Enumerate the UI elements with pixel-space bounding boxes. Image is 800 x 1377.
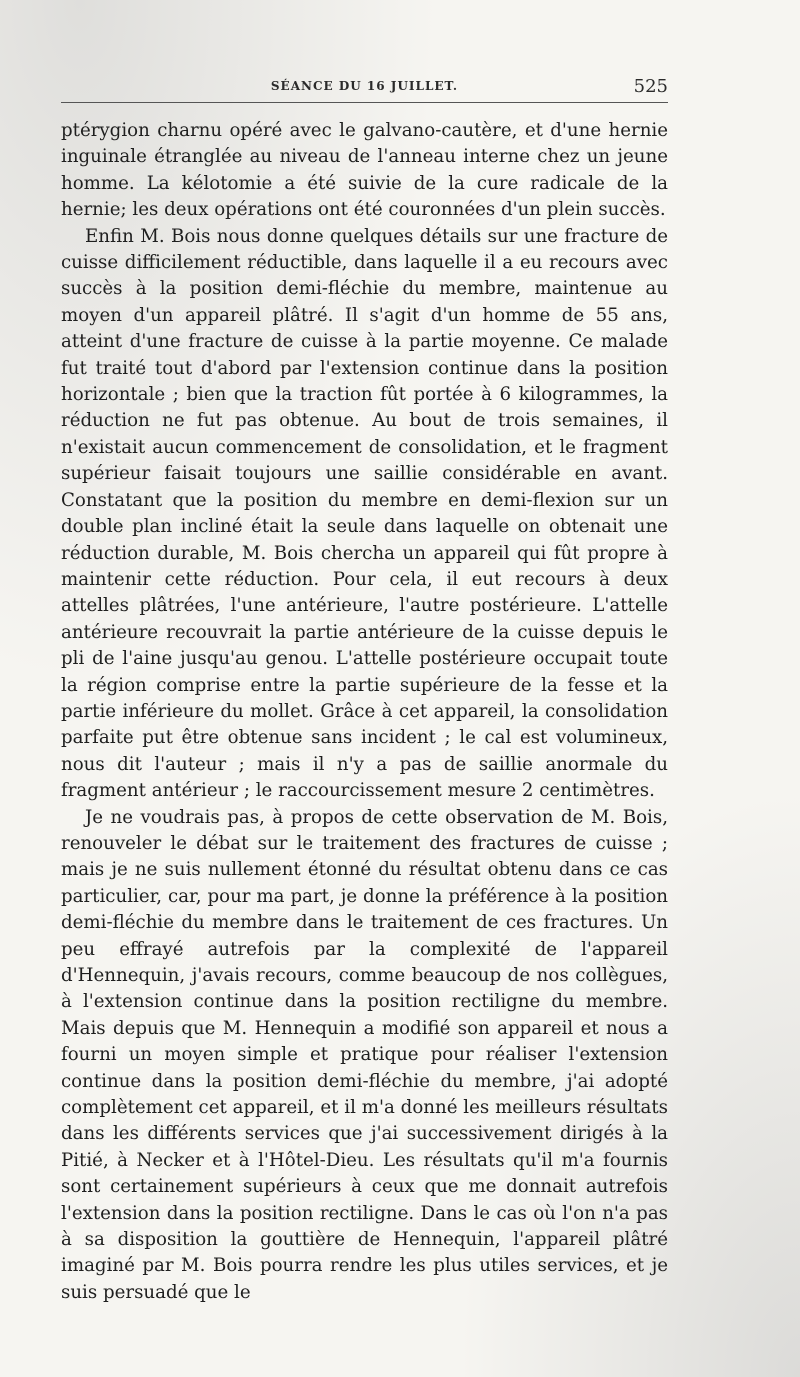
running-header: [61, 76, 668, 100]
page-number: 525: [633, 76, 668, 97]
running-title: SÉANCE DU 16 JUILLET.: [270, 79, 459, 93]
paragraph: Enfin M. Bois nous donne quelques détails sur une fracture de cuisse difficilement réductible, dans laquelle il a eu recours avec succès à la position demi-fléchie du membre, maintenue au moyen d'un appareil plâtré. Il s'agit d'un homme de 55 ans, atteint d'une fracture de cuisse à la partie moyenne. Ce malade fut traité tout d'abord par l'extension continue dans la position horizontale ; bien que la traction fût portée à 6 kilogrammes, la réduction ne fut pas obtenue. Au bout de trois semaines, il n'existait aucun commencement de consolidation, et le fragment supérieur faisait toujours une saillie considérable en avant. Constatant que la position du membre en demi-flexion sur un double plan incliné était la seule dans laquelle on obtenait une réduction durable, M. Bois chercha un appareil qui fût propre à maintenir cette réduction. Pour cela, il eut recours à deux attelles plâtrées, l'une antérieure, l'autre postérieure. L'attelle antérieure recouvrait la partie antérieure de la cuisse depuis le pli de l'aine jusqu'au genou. L'attelle postérieure occupait toute la région comprise entre la partie supérieure de la fesse et la partie inférieure du mollet. Grâce à cet appareil, la consolidation parfaite put être obtenue sans incident ; le cal est volumineux, nous dit l'auteur ; mais il n'y a pas de saillie anormale du fragment antérieur ; le raccourcissement mesure 2 centimètres.: [61, 225, 668, 802]
paragraph: ptérygion charnu opéré avec le galvano-cautère, et d'une hernie inguinale étranglée au niveau de l'anneau interne chez un jeune homme. La kélotomie a été suivie de la cure radicale de la hernie; les deux opérations ont été couronnées d'un plein succès.: [61, 120, 668, 221]
paragraph: Je ne voudrais pas, à propos de cette observation de M. Bois, renouveler le débat sur le traitement des fractures de cuisse ; mais je ne suis nullement étonné du résultat obtenu dans ce cas particulier, car, pour ma part, je donne la préférence à la position demi-fléchie du membre dans le traitement de ces fractures. Un peu effrayé autrefois par la complexité de l'appareil d'Hennequin, j'avais recours, comme beaucoup de nos collègues, à l'extension continue dans la position rectiligne du membre. Mais depuis que M. Hennequin a modifié son appareil et nous a fourni un moyen simple et pratique pour réaliser l'extension continue dans la position demi-fléchie du membre, j'ai adopté complètement cet appareil, et il m'a donné les meilleurs résultats dans les différents services que j'ai successivement dirigés à la Pitié, à Necker et à l'Hôtel-Dieu. Les résultats qu'il m'a fournis sont certainement supérieurs à ceux que me donnait autrefois l'extension dans la position rectiligne. Dans le cas où l'on n'a pas à sa disposition la gouttière de Hennequin, l'appareil plâtré imaginé par M. Bois pourra rendre les plus utiles services, et je suis persuadé que le: [61, 806, 668, 1303]
body-text: [61, 118, 668, 1306]
header-rule: [61, 102, 668, 103]
